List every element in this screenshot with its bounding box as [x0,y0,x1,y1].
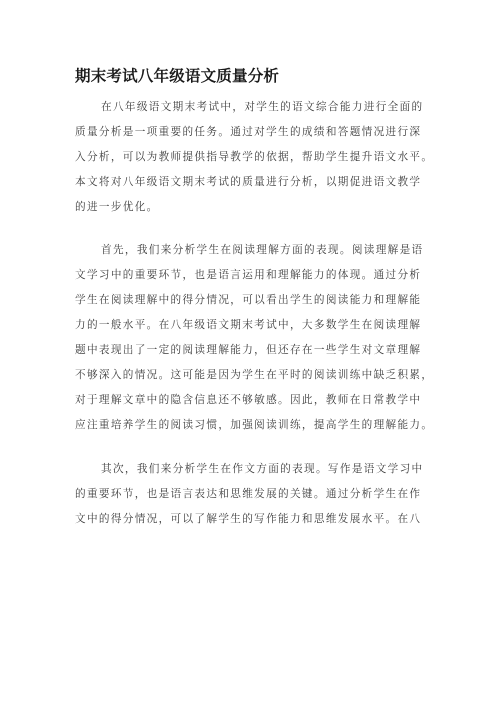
paragraph-1-line-4: 本文将对八年级语文期末考试的质量进行分析，以期促进语文教学 [75,176,422,188]
paragraph-2-line-7: 对于理解文章中的隐含信息还不够敏感。因此，教师在日常教学中 [75,394,422,406]
paragraph-2-line-5: 题中表现出了一定的阅读理解能力，但还存在一些学生对文章理解 [75,344,422,356]
paragraph-1-line-3: 入分析，可以为教师提供指导教学的依据，帮助学生提升语文水平。 [75,151,434,163]
paragraph-2-line-3: 学生在阅读理解中的得分情况，可以看出学生的阅读能力和理解能 [75,294,422,306]
paragraph-2-line-6: 不够深入的情况。这可能是因为学生在平时的阅读训练中缺乏积累， [75,369,434,381]
paragraph-1-line-2: 质量分析是一项重要的任务。通过对学生的成绩和答题情况进行深 [75,126,422,138]
paragraph-1-line-5: 的进一步优化。 [75,201,159,213]
paragraph-2-line-8: 应注重培养学生的阅读习惯，加强阅读训练，提高学生的理解能力。 [75,419,434,431]
paragraph-2-line-1: 首先，我们来分析学生在阅读理解方面的表现。阅读理解是语 [101,244,424,256]
paragraph-3-line-1: 其次，我们来分析学生在作文方面的表现。写作是语文学习中 [101,463,424,475]
paragraph-2-line-4: 力的一般水平。在八年级语文期末考试中，大多数学生在阅读理解 [75,319,422,331]
paragraph-3-line-2: 的重要环节，也是语言表达和思维发展的关键。通过分析学生在作 [75,488,422,500]
document-title: 期末考试八年级语文质量分析 [75,67,280,85]
paragraph-1-line-1: 在八年级语文期末考试中，对学生的语文综合能力进行全面的 [101,101,424,113]
paragraph-2-line-2: 文学习中的重要环节，也是语言运用和理解能力的体现。通过分析 [75,269,422,281]
paragraph-3-line-3: 文中的得分情况，可以了解学生的写作能力和思维发展水平。在八 [75,513,422,525]
